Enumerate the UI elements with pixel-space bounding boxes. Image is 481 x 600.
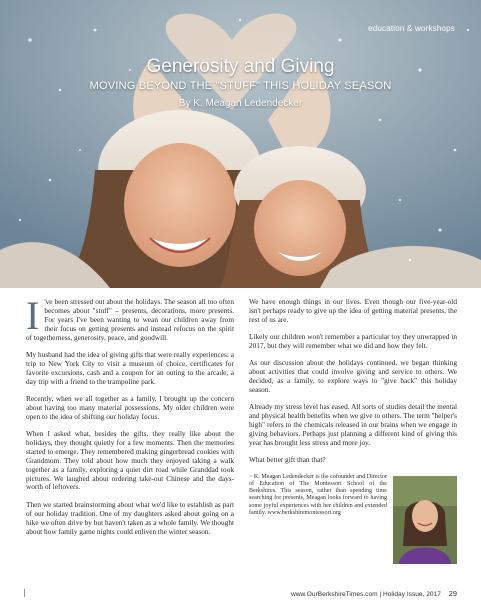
article-subtitle: MOVING BEYOND THE "STUFF" THIS HOLIDAY SEASON — [89, 80, 392, 92]
section-label: education & workshops — [368, 24, 455, 33]
hero-image — [0, 0, 481, 288]
author-bio: ~ K. Meagan Ledendecker is the cofounder and Director of Education of The Montessori School of the Berkshires. This season, rather than spending time searching for presents, Meagan looks forward to having some joyful experiences with her children and extended family. www.berkshiremontessori.org — [249, 473, 387, 517]
article-column-right — [249, 298, 457, 566]
page-footer — [291, 589, 457, 598]
page-number: 29 — [448, 589, 457, 598]
article-paragraph: Recently, when we all together as a family, I brought up the concern about having too many material possessions. My older children were open to the idea of shifting our holiday focus. — [26, 393, 234, 421]
footer-website: www.OurBerkshireTimes.com — [291, 591, 378, 598]
article-paragraph: As our discussion about the holidays continued, we began thinking about activities that could involve giving and service to others. We decided, as a family, to explore ways to "give back" this holiday season. — [249, 358, 457, 395]
article-paragraph: We have enough things in our lives. Even though our five-year-old isn't perhaps ready to give up the idea of getting material presents, the rest of us are. — [249, 297, 457, 324]
article-column-left — [26, 293, 234, 545]
author-photo — [393, 476, 457, 564]
page-corner-mark — [24, 589, 25, 597]
article-paragraph: Likely our children won't remember a particular toy they unwrapped in 2017, but they will remember what we did and how they felt. — [249, 332, 457, 351]
article-paragraph: I 've been stressed out about the holidays. The season all too often becomes about "stuff" – presents, decorations, more presents. For years I've been wanting to wean our children away from their focus on getting presents and instead refocus on the spirit of togetherness, generosity, peace, and goodwill. — [26, 293, 234, 342]
mother-daughter-photo — [0, 0, 481, 288]
article-byline: By K. Meagan Ledendecker — [178, 98, 303, 109]
article-paragraph: Then we started brainstorming about what we'd like to establish as part of our holiday tradition. One of my daughters asked about going on a hike we often drive by but haven't taken as a whole family. We thought about how family game nights could enliven the winter season. — [26, 499, 234, 536]
article-paragraph: When I asked what, besides the gifts, they really like about the holidays, they thought quietly for a few moments. Then the memories started to emerge. They remembered making gingerbread cookies with Grandmom. They told about how much they enjoyed taking a walk together as a family, exploring a quiet dirt road while Granddad took pictures. We laughed about ordering take-out Chinese and the days-worth of leftovers. — [26, 429, 234, 492]
article-title: Generosity and Giving — [146, 56, 335, 77]
article-paragraph: My husband had the idea of giving gifts that were really experiences: a trip to New York City to visit a museum of choice, certificates for favorite excursions, cash and a coupon for an outing to the arcade, a day trip with a friend to the trampoline park. — [26, 349, 234, 386]
author-bio-block — [249, 474, 457, 518]
drop-cap: I — [26, 293, 40, 338]
footer-issue: Holiday Issue, 2017 — [383, 591, 441, 598]
footer-divider: | — [379, 591, 383, 598]
article-paragraph: Already my stress level has eased. All sorts of studies detail the mental and physical health benefits when we give to others. The term "helper's high" refers to the chemicals released in our brains when we engage in giving behaviors. Perhaps just planning a different kind of giving this year has brought less stress and more joy. — [249, 402, 458, 447]
article-paragraph: What better gift than that? — [249, 455, 326, 465]
